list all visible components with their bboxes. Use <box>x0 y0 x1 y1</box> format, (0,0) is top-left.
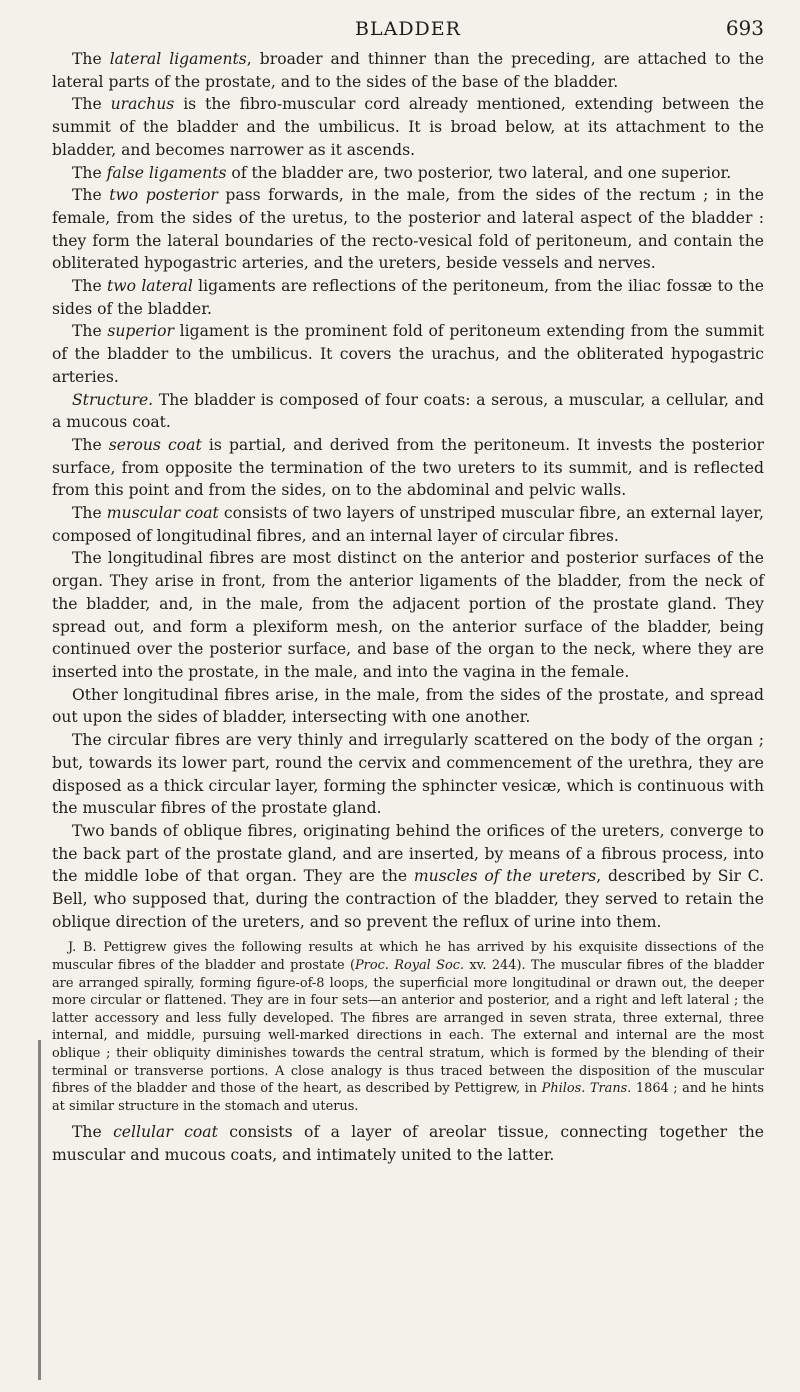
paragraph-cellular-coat: The cellular coat consists of a layer of areolar tissue, connecting together the muscular and mucous coats, and intimately united to the latter. <box>52 1123 764 1165</box>
page-edge-shadow <box>38 1040 41 1380</box>
paragraph-false-ligaments: The false ligaments of the bladder are, two posterior, two lateral, and one superior. <box>72 163 732 182</box>
paragraph-oblique-fibres: Two bands of oblique fibres, originating behind the orifices of the ureters, converge to the back part of the prostate gland, and are inserted, by means of a fibrous process, into the middle lobe of that organ. They are the muscles of the ureters, described by Sir C. Bell, who supposed that, during the contraction of the bladder, they served to retain the oblique direction of the ureters, and so prevent the reflux of urine into them. <box>52 821 764 931</box>
paragraph-structure: Structure. The bladder is composed of four coats: a serous, a muscular, a cellular, and a mucous coat. <box>52 390 764 432</box>
paragraph-posterior-ligaments: The two posterior pass forwards, in the male, from the sides of the rectum ; in the female, from the sides of the uretus, to the posterior and lateral aspect of the bladder : they form the lateral boundaries of the recto-vesical fold of peritoneum, and contain the obliterated hypogastric arteries, and the ureters, beside vessels and nerves. <box>52 186 764 273</box>
book-page <box>52 16 764 1167</box>
paragraph-urachus: The urachus is the fibro-muscular cord already mentioned, extending between the summit of the bladder and the umbilicus. It is broad below, at its attachment to the bladder, and becomes narrower as it ascends. <box>52 95 765 159</box>
paragraph-superior-ligament: The superior ligament is the prominent fold of peritoneum extending from the summit of the bladder to the umbilicus. It covers the urachus, and the obliterated hypogastric arteries. <box>52 322 764 386</box>
paragraph-lateral-false-ligaments: The two lateral ligaments are reflections of the peritoneum, from the iliac fossæ to the sides of the bladder. <box>52 277 764 318</box>
page-number: 693 <box>725 16 764 40</box>
page-header <box>52 16 764 46</box>
running-head: BLADDER <box>355 18 461 40</box>
paragraph-circular-fibres: The circular fibres are very thinly and irregularly scattered on the body of the organ ; but, towards its lower part, round the cervix and commencement of the urethra, they are disposed as a thick circular layer, forming the sphincter vesicæ, which is continuous with the muscular fibres of the prostate gland. <box>52 731 764 818</box>
paragraph-muscular-coat: The muscular coat consists of two layers of unstriped muscular fibre, an external layer, composed of longitudinal fibres, and an internal layer of circular fibres. <box>52 504 764 545</box>
body-text <box>52 48 764 1167</box>
paragraph-longitudinal-fibres: The longitudinal fibres are most distinct on the anterior and posterior surfaces of the organ. They arise in front, from the anterior ligaments of the bladder, from the neck of the bladder, and, in the male, from the adjacent portion of the prostate gland. They spread out, and form a plexiform mesh, on the anterior surface of the bladder, being continued over the posterior surface, and base of the organ to the neck, where they are inserted into the prostate, in the male, and into the vagina in the female. <box>52 549 764 681</box>
paragraph-other-longitudinal-fibres: Other longitudinal fibres arise, in the male, from the sides of the prostate, and spread out upon the sides of bladder, intersecting with one another. <box>52 685 764 727</box>
footnote-pettigrew: J. B. Pettigrew gives the following results at which he has arrived by his exquisite dissections of the muscular fibres of the bladder and prostate (Proc. Royal Soc. xv. 244). The muscular fibres of the bladder are arranged spirally, forming figure-of-8 loops, the superficial more longitudinal or drawn out, the deeper more circular or flattened. They are in four sets—an anterior and posterior, and a right and left lateral ; the latter accessory and less fully developed. The fibres are arranged in seven strata, three external, three internal, and middle, pursuing well-marked directions in each. The external and internal are the most oblique ; their obliquity diminishes towards the central stratum, which is formed by the blending of their terminal or transverse portions. A close analogy is thus traced between the disposition of the muscular fibres of the bladder and those of the heart, as described by Pettigrew, in Philos. Trans. 1864 ; and he hints at similar structure in the stomach and uterus. <box>52 940 765 1114</box>
paragraph-serous-coat: The serous coat is partial, and derived from the peritoneum. It invests the posterior surface, from opposite the termination of the two ureters to its summit, and is reflected from this point and from the sides, on to the abdominal and pelvic walls. <box>52 435 764 500</box>
paragraph-lateral-ligaments: The lateral ligaments, broader and thinner than the preceding, are attached to the lateral parts of the prostate, and to the sides of the base of the bladder. <box>52 50 765 91</box>
